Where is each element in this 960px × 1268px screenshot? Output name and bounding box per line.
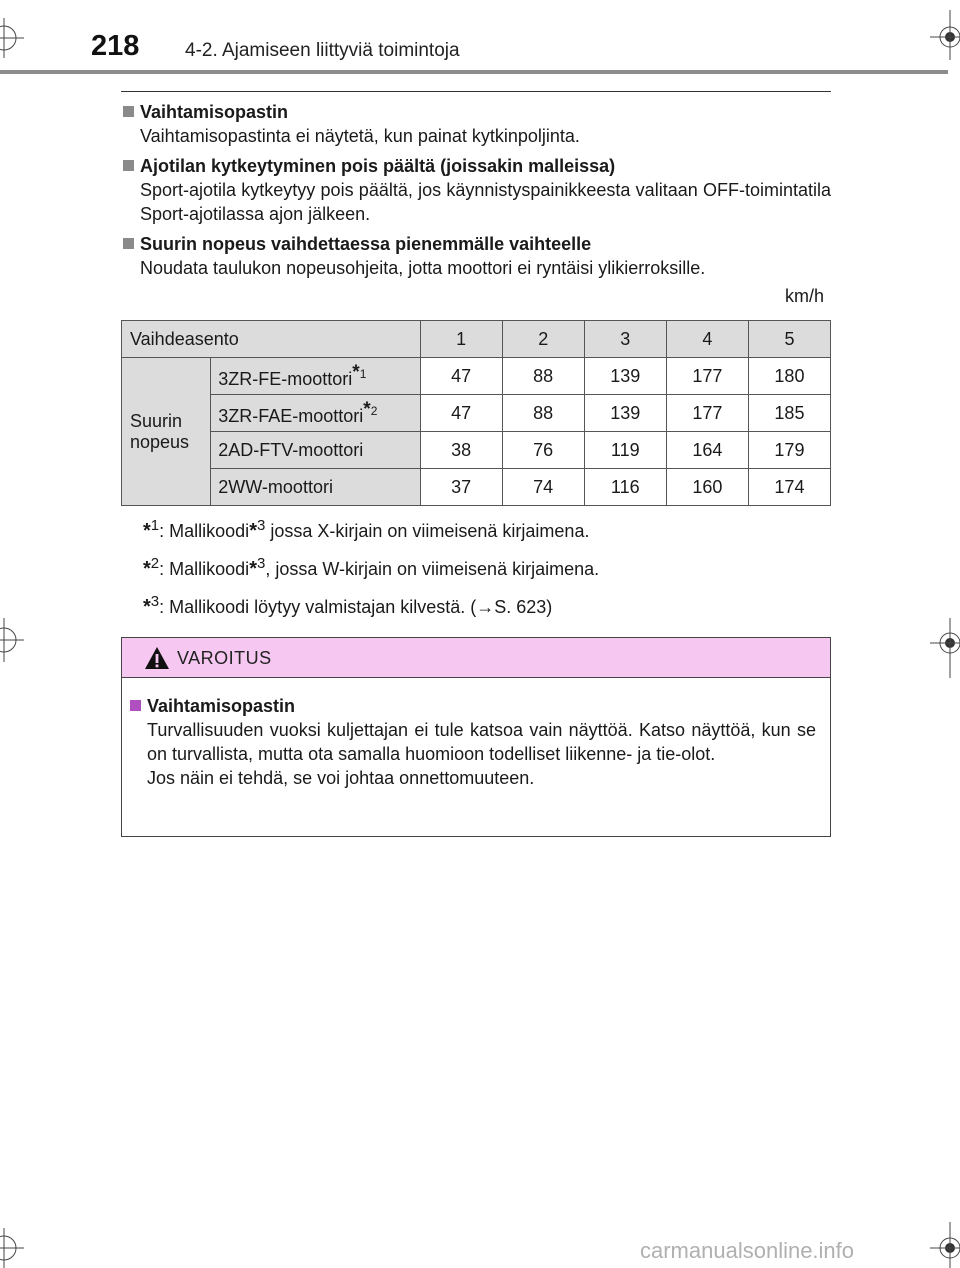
speed-cell: 139 [584,358,666,395]
gear-header: 5 [748,321,830,358]
warning-title: VAROITUS [177,648,272,668]
table-row [122,432,831,469]
warning-heading: Vaihtamisopastin [130,694,816,718]
speed-cell: 139 [584,395,666,432]
speed-cell: 37 [420,469,502,506]
gear-header: 3 [584,321,666,358]
speed-cell: 47 [420,395,502,432]
engine-cell: 2WW-moottori [211,469,420,506]
square-bullet-icon [123,238,134,249]
table-header-row [122,321,831,358]
speed-table [121,320,831,506]
table-unit: km/h [784,286,824,306]
crop-mark-mid-left [0,618,30,662]
speed-cell: 119 [584,432,666,469]
section-heading: Vaihtamisopastin [123,100,831,124]
speed-cell: 160 [666,469,748,506]
speed-cell: 177 [666,358,748,395]
footnotes [143,514,831,619]
warning-box [121,637,831,837]
speed-cell: 38 [420,432,502,469]
section-heading: Suurin nopeus vaihdettaessa pienemmälle vaihteelle [123,232,831,256]
warning-text: Jos näin ei tehdä, se voi johtaa onnettomuuteen. [147,768,535,788]
content-top-rule [121,91,831,92]
square-bullet-icon [123,160,134,171]
speed-cell: 164 [666,432,748,469]
crop-mark-bottom-left [0,1228,30,1268]
speed-cell: 88 [502,395,584,432]
main-content [121,100,831,628]
row-group-label: Suurin nopeus [122,358,211,506]
square-bullet-icon [123,106,134,117]
warning-triangle-icon [144,646,170,670]
header-label: Vaihdeasento [122,321,421,358]
table-row [122,358,831,395]
warning-body [122,678,830,790]
section-text: Vaihtamisopastinta ei näytetä, kun painat kytkinpoljinta. [140,126,580,146]
gear-header: 1 [420,321,502,358]
table-row [122,469,831,506]
gear-header: 2 [502,321,584,358]
footnote-2: *$^2$: Mallikoodi*$^3$, jossa W-kirjain on viimeisenä kirjaimena. [143,555,600,580]
section-text: Sport-ajotila kytkeytyy pois päältä, jos käynnistyspainikkeesta valitaan OFF-toimintatila Sport-ajotilassa ajon jälkeen. [140,180,831,224]
speed-cell: 74 [502,469,584,506]
gear-header: 4 [666,321,748,358]
section-max-speed [121,232,831,280]
warning-header [122,638,830,678]
page-header [0,0,960,80]
speed-cell: 116 [584,469,666,506]
header-rule [0,70,948,74]
footnote-ref: *1 [352,362,367,383]
section-shift-indicator [121,100,831,148]
footnote-1: *$^1$: Mallikoodi*$^3$ jossa X-kirjain on viimeisenä kirjaimena. [143,517,590,542]
footnote-ref: *2 [363,399,378,420]
page-number: 218 [91,30,140,62]
crop-mark-bottom-right [925,1222,960,1268]
footnote-3: *$^3$: Mallikoodi löytyy valmistajan kilvestä. (→S. 623) [143,593,553,618]
engine-cell: 3ZR-FAE-moottori$^{*2}$ [211,395,420,432]
crop-mark-mid-right [925,618,960,678]
speed-cell: 76 [502,432,584,469]
speed-cell: 174 [748,469,830,506]
speed-cell: 179 [748,432,830,469]
arrow-right-icon: → [476,597,495,617]
engine-cell: 3ZR-FE-moottori$^{*1}$ [211,358,420,395]
section-text: Noudata taulukon nopeusohjeita, jotta moottori ei ryntäisi ylikierroksille. [140,258,706,278]
chapter-title: 4-2. Ajamiseen liittyviä toimintoja [185,40,460,61]
warning-text: Turvallisuuden vuoksi kuljettajan ei tule katsoa vain näyttöä. Katso näyttöä, kun se on turvallista, mutta ota samalla huomioon todelliset liikenne- ja tie-olot. [147,720,816,764]
speed-cell: 47 [420,358,502,395]
speed-cell: 185 [748,395,830,432]
speed-cell: 88 [502,358,584,395]
watermark[interactable]: carmanualsonline.info [640,1238,855,1263]
square-bullet-icon [130,700,141,711]
engine-cell: 2AD-FTV-moottori [211,432,420,469]
speed-cell: 180 [748,358,830,395]
table-row [122,395,831,432]
section-heading: Ajotilan kytkeytyminen pois päältä (joissakin malleissa) [123,154,831,178]
speed-cell: 177 [666,395,748,432]
section-sport-mode [121,154,831,226]
